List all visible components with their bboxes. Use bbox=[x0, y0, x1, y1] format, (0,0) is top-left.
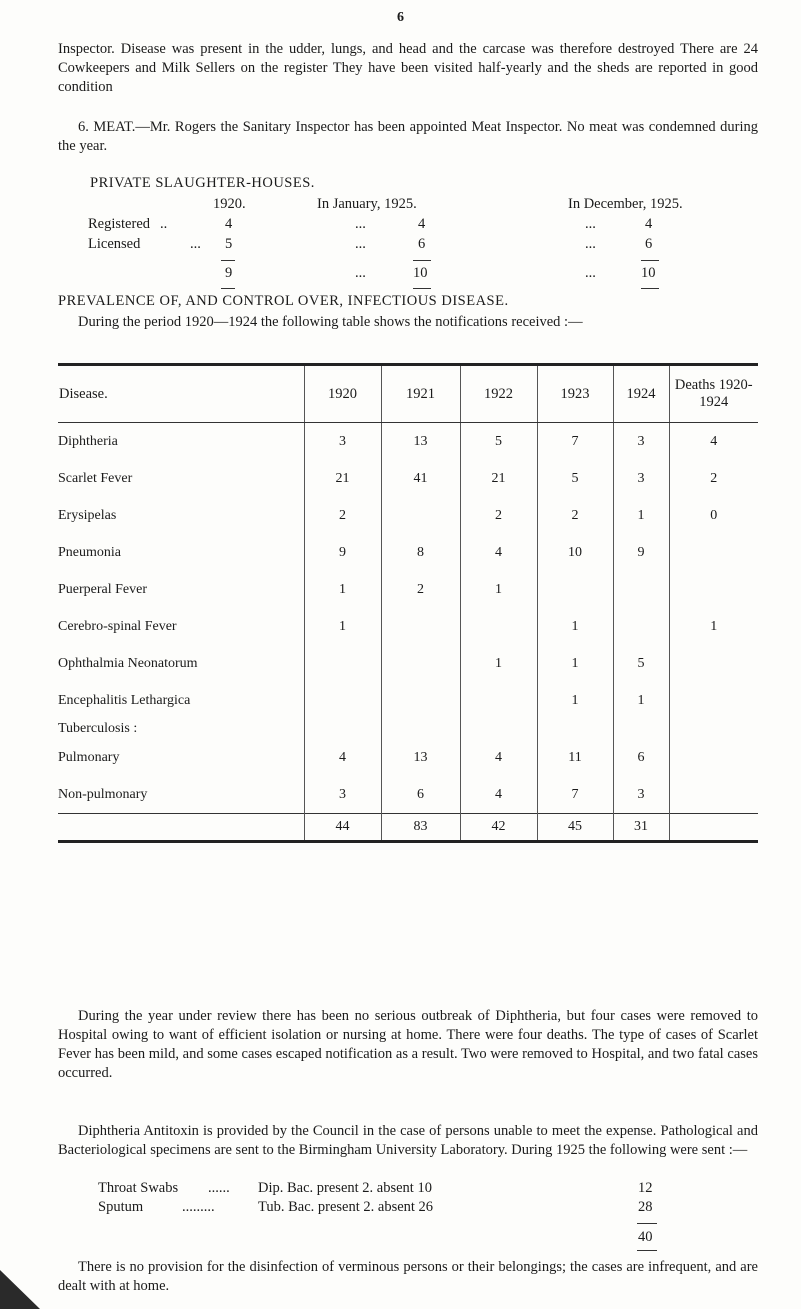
prevalence-heading: PREVALENCE OF, AND CONTROL OVER, INFECTIOUS DISEASE. bbox=[58, 293, 509, 309]
rule bbox=[641, 288, 659, 289]
slaughter-total: 9 bbox=[225, 265, 233, 281]
cell-value bbox=[669, 739, 758, 776]
table-row bbox=[58, 571, 758, 608]
cell-value bbox=[381, 497, 460, 534]
cell-value: 1 bbox=[669, 608, 758, 645]
table-row bbox=[58, 682, 758, 719]
cell-value: 4 bbox=[460, 739, 537, 776]
disease-table bbox=[58, 363, 758, 843]
total-value: 42 bbox=[460, 814, 537, 842]
header-deaths: Deaths 1920-1924 bbox=[669, 365, 758, 423]
cell-value: 2 bbox=[460, 497, 537, 534]
cell-value: 9 bbox=[613, 534, 669, 571]
table-row bbox=[58, 497, 758, 534]
table-row bbox=[58, 534, 758, 571]
cell-value bbox=[669, 645, 758, 682]
slaughter-row-label: Registered bbox=[88, 216, 151, 232]
header-year: 1920 bbox=[304, 365, 381, 423]
disease-name: Non-pulmonary bbox=[58, 786, 148, 802]
cell-value bbox=[304, 682, 381, 719]
cell-value bbox=[460, 608, 537, 645]
rule bbox=[221, 288, 235, 289]
slaughter-value: 6 bbox=[418, 236, 426, 252]
cell-value bbox=[537, 719, 613, 739]
total-value: 44 bbox=[304, 814, 381, 842]
cell-value bbox=[669, 682, 758, 719]
disease-name: Puerperal Fever bbox=[58, 581, 148, 597]
leader-dots: ...... bbox=[208, 1180, 230, 1196]
cell-value: 13 bbox=[381, 739, 460, 776]
cell-value: 6 bbox=[613, 739, 669, 776]
slaughter-value: 5 bbox=[225, 236, 233, 252]
total-value: 31 bbox=[613, 814, 669, 842]
rule bbox=[637, 1250, 657, 1251]
specimen-label: Sputum bbox=[98, 1199, 144, 1215]
table-row bbox=[58, 645, 758, 682]
cell-value: 1 bbox=[460, 645, 537, 682]
cell-value: 4 bbox=[460, 776, 537, 814]
cell-value: 41 bbox=[381, 460, 460, 497]
cell-value: 2 bbox=[537, 497, 613, 534]
rule bbox=[413, 260, 431, 261]
total-value bbox=[669, 814, 758, 842]
disease-name: Cerebro-spinal Fever bbox=[58, 618, 177, 634]
cell-value: 1 bbox=[537, 645, 613, 682]
cell-value: 21 bbox=[304, 460, 381, 497]
cell-value bbox=[381, 608, 460, 645]
specimen-result: Dip. Bac. present 2. absent 10 bbox=[258, 1180, 432, 1196]
disease-name: Encephalitis Lethargica bbox=[58, 692, 191, 708]
table-row bbox=[58, 460, 758, 497]
slaughter-total: 10 bbox=[413, 265, 428, 281]
cell-value: 3 bbox=[613, 776, 669, 814]
table-row bbox=[58, 776, 758, 814]
intro-paragraph: Inspector. Disease was present in the udder, lungs, and head and the carcase was therefore destroyed There are 24 Cowkeepers and Milk Sellers on the register They have been visited half-yearly and the sheds are reported in good condition bbox=[58, 41, 758, 95]
leader-dots: .. bbox=[160, 216, 168, 232]
slaughter-row-label: Licensed bbox=[88, 236, 141, 252]
slaughter-total: 10 bbox=[641, 265, 656, 281]
cell-value: 2 bbox=[304, 497, 381, 534]
cell-value: 1 bbox=[613, 497, 669, 534]
cell-value: 1 bbox=[537, 682, 613, 719]
cell-value bbox=[304, 719, 381, 739]
cell-value: 9 bbox=[304, 534, 381, 571]
specimen-count: 12 bbox=[638, 1180, 653, 1196]
total-value: 45 bbox=[537, 814, 613, 842]
leader-dots: ... bbox=[355, 265, 366, 281]
cell-value bbox=[669, 776, 758, 814]
table-header-row bbox=[58, 365, 758, 423]
page-corner-shadow bbox=[0, 1270, 40, 1309]
slaughter-col-dec: In December, 1925. bbox=[568, 196, 683, 212]
cell-value bbox=[669, 534, 758, 571]
cell-value bbox=[613, 719, 669, 739]
cell-value bbox=[613, 571, 669, 608]
specimen-label: Throat Swabs bbox=[98, 1180, 179, 1196]
rule bbox=[637, 1223, 657, 1224]
table-row bbox=[58, 719, 758, 739]
cell-value: 10 bbox=[537, 534, 613, 571]
disease-name: Ophthalmia Neonatorum bbox=[58, 655, 198, 671]
header-year: 1924 bbox=[613, 365, 669, 423]
cell-value: 4 bbox=[460, 534, 537, 571]
header-year: 1922 bbox=[460, 365, 537, 423]
cell-value: 5 bbox=[613, 645, 669, 682]
slaughter-value: 4 bbox=[418, 216, 426, 232]
disease-name: Scarlet Fever bbox=[58, 470, 133, 486]
leader-dots: ... bbox=[355, 216, 366, 232]
meat-paragraph: 6. MEAT.—Mr. Rogers the Sanitary Inspector has been appointed Meat Inspector. No meat was condemned during the year. bbox=[58, 119, 758, 154]
disinfection-paragraph: There is no provision for the disinfection of verminous persons or their belongings; the cases are infrequent, and are dealt with at home. bbox=[58, 1259, 758, 1294]
cell-value bbox=[304, 645, 381, 682]
cell-value bbox=[381, 719, 460, 739]
total-value: 83 bbox=[381, 814, 460, 842]
cell-value: 4 bbox=[304, 739, 381, 776]
rule bbox=[641, 260, 659, 261]
specimens-total: 40 bbox=[638, 1229, 653, 1245]
cell-value: 7 bbox=[537, 423, 613, 461]
cell-value bbox=[669, 571, 758, 608]
cell-value: 3 bbox=[304, 423, 381, 461]
disease-name: Diphtheria bbox=[58, 433, 118, 449]
slaughter-value: 4 bbox=[225, 216, 233, 232]
rule bbox=[413, 288, 431, 289]
table-row bbox=[58, 739, 758, 776]
slaughter-value: 4 bbox=[645, 216, 653, 232]
cell-value bbox=[613, 608, 669, 645]
cell-value: 2 bbox=[381, 571, 460, 608]
cell-value: 1 bbox=[613, 682, 669, 719]
cell-value: 13 bbox=[381, 423, 460, 461]
cell-value: 4 bbox=[669, 423, 758, 461]
leader-dots: ... bbox=[355, 236, 366, 252]
slaughter-col-jan: In January, 1925. bbox=[317, 196, 417, 212]
cell-value: 3 bbox=[304, 776, 381, 814]
header-year: 1921 bbox=[381, 365, 460, 423]
totals-row bbox=[58, 814, 758, 842]
cell-value: 2 bbox=[669, 460, 758, 497]
cell-value: 1 bbox=[304, 608, 381, 645]
table-row bbox=[58, 423, 758, 461]
cell-value: 11 bbox=[537, 739, 613, 776]
cell-value: 7 bbox=[537, 776, 613, 814]
cell-value bbox=[460, 682, 537, 719]
cell-value: 21 bbox=[460, 460, 537, 497]
leader-dots: ... bbox=[585, 216, 596, 232]
disease-name: Pulmonary bbox=[58, 749, 120, 765]
cell-value bbox=[381, 682, 460, 719]
slaughter-heading: PRIVATE SLAUGHTER-HOUSES. bbox=[90, 175, 315, 191]
cell-value: 0 bbox=[669, 497, 758, 534]
cell-value: 3 bbox=[613, 423, 669, 461]
outbreak-paragraph: During the year under review there has been no serious outbreak of Diphtheria, but four cases were removed to Hospital owing to want of efficient isolation or nursing at home. There were four deaths. The type of cases of Scarlet Fever has been mild, and some cases escaped notification as a result. Two were removed to Hospital, and two fatal cases occurred. bbox=[58, 1008, 758, 1081]
disease-name: Pneumonia bbox=[58, 544, 121, 560]
specimen-count: 28 bbox=[638, 1199, 653, 1215]
cell-value: 1 bbox=[304, 571, 381, 608]
leader-dots: ......... bbox=[182, 1199, 215, 1215]
disease-name: Erysipelas bbox=[58, 507, 117, 523]
slaughter-col-1920: 1920. bbox=[213, 196, 246, 212]
leader-dots: ... bbox=[585, 265, 596, 281]
cell-value: 6 bbox=[381, 776, 460, 814]
disease-name: Tuberculosis : bbox=[58, 721, 138, 736]
table-row bbox=[58, 608, 758, 645]
cell-value bbox=[381, 645, 460, 682]
cell-value: 5 bbox=[537, 460, 613, 497]
specimen-result: Tub. Bac. present 2. absent 26 bbox=[258, 1199, 434, 1215]
header-disease: Disease. bbox=[58, 365, 304, 423]
slaughter-value: 6 bbox=[645, 236, 653, 252]
leader-dots: ... bbox=[585, 236, 596, 252]
header-year: 1923 bbox=[537, 365, 613, 423]
cell-value bbox=[669, 719, 758, 739]
cell-value: 3 bbox=[613, 460, 669, 497]
cell-value: 1 bbox=[537, 608, 613, 645]
page-number: 6 bbox=[397, 10, 404, 25]
cell-value: 5 bbox=[460, 423, 537, 461]
antitoxin-paragraph: Diphtheria Antitoxin is provided by the Council in the case of persons unable to meet the expense. Pathological and Bacteriological specimens are sent to the Birmingham University Laboratory. During 1925 the following were sent :— bbox=[58, 1123, 758, 1158]
cell-value bbox=[537, 571, 613, 608]
prevalence-intro: During the period 1920—1924 the following table shows the notifications received :— bbox=[78, 314, 583, 330]
cell-value: 8 bbox=[381, 534, 460, 571]
cell-value bbox=[460, 719, 537, 739]
rule bbox=[221, 260, 235, 261]
cell-value: 1 bbox=[460, 571, 537, 608]
totals-label bbox=[58, 814, 304, 842]
leader-dots: ... bbox=[190, 236, 201, 252]
